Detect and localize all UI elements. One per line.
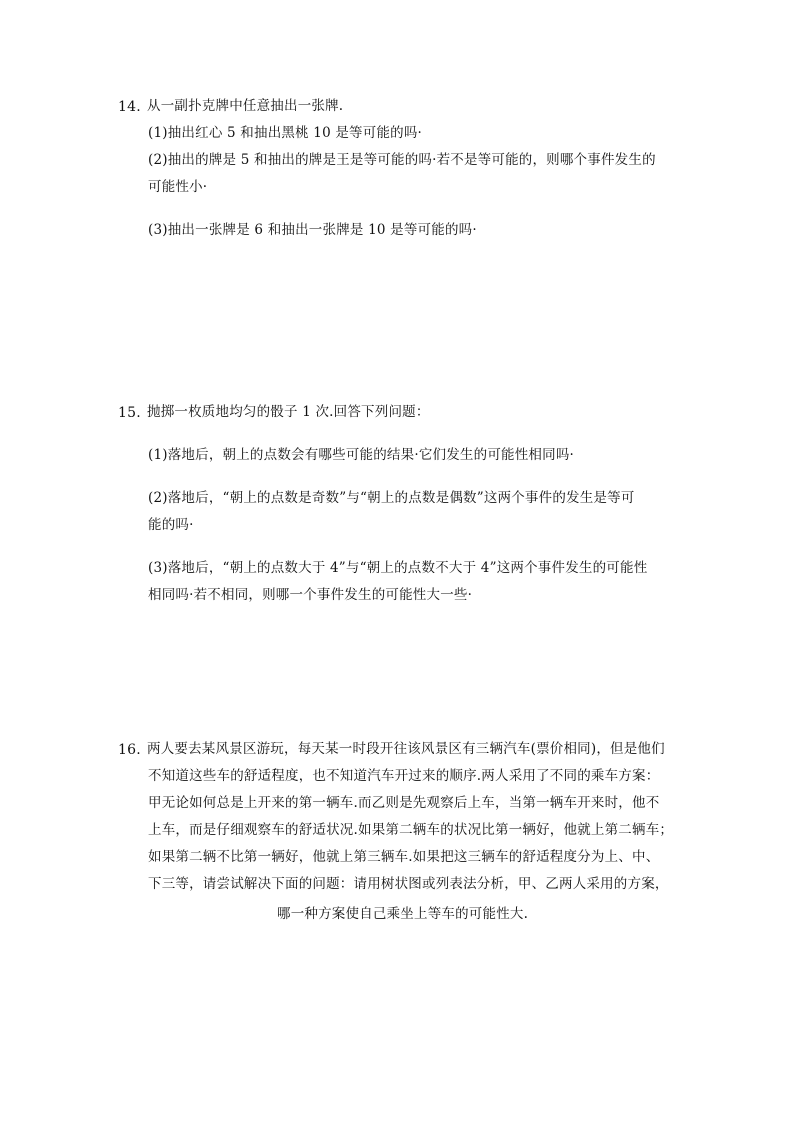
question-16-line-1: 两人要去某风景区游玩，每天某一时段开往该风景区有三辆汽车(票价相同)，但是他们 <box>147 741 665 757</box>
question-14-part-2-cont: 可能性小· <box>148 179 208 195</box>
question-14-number: 14. <box>118 99 141 115</box>
question-14-stem: 从一副扑克牌中任意抽出一张牌. <box>147 98 344 114</box>
question-16-line-5: 如果第二辆不比第一辆好，他就上第三辆车.如果把这三辆车的舒适程度分为上、中、 <box>148 849 660 865</box>
question-16-line-4: 上车，而是仔细观察车的舒适状况.如果第二辆车的状况比第一辆好，他就上第二辆车； <box>148 822 674 838</box>
question-15-number: 15. <box>118 405 141 421</box>
question-16-line-6: 下三等，请尝试解决下面的问题：请用树状图或列表法分析，甲、乙两人采用的方案， <box>148 876 669 892</box>
question-14-part-2: (2)抽出的牌是 5 和抽出的牌是王是等可能的吗·若不是等可能的，则哪个事件发生的 <box>148 152 656 168</box>
question-15-part-3: (3)落地后，“朝上的点数大于 4”与“朝上的点数不大于 4”这两个事件发生的可能性 <box>148 560 648 576</box>
question-15-stem: 抛掷一枚质地均匀的骰子 1 次.回答下列问题： <box>147 404 430 420</box>
question-16-line-3: 甲无论如何总是上开来的第一辆车.而乙则是先观察后上车，当第一辆车开来时，他不 <box>148 795 660 811</box>
question-14-part-3: (3)抽出一张牌是 6 和抽出一张牌是 10 是等可能的吗· <box>148 222 477 238</box>
question-15-part-2: (2)落地后，“朝上的点数是奇数”与“朝上的点数是偶数”这两个事件的发生是等可 <box>148 490 635 506</box>
question-16-line-7: 哪一种方案使自己乘坐上等车的可能性大. <box>277 906 529 922</box>
question-16-line-2: 不知道这些车的舒适程度，也不知道汽车开过来的顺序.两人采用了不同的乘车方案： <box>148 768 660 784</box>
question-16-number: 16. <box>118 742 141 758</box>
question-15-part-2-cont: 能的吗· <box>148 517 194 533</box>
question-15-part-1: (1)落地后，朝上的点数会有哪些可能的结果·它们发生的可能性相同吗· <box>148 447 575 463</box>
question-15-part-3-cont: 相同吗·若不相同，则哪一个事件发生的可能性大一些· <box>148 587 473 603</box>
question-14-part-1: (1)抽出红心 5 和抽出黑桃 10 是等可能的吗· <box>148 125 423 141</box>
